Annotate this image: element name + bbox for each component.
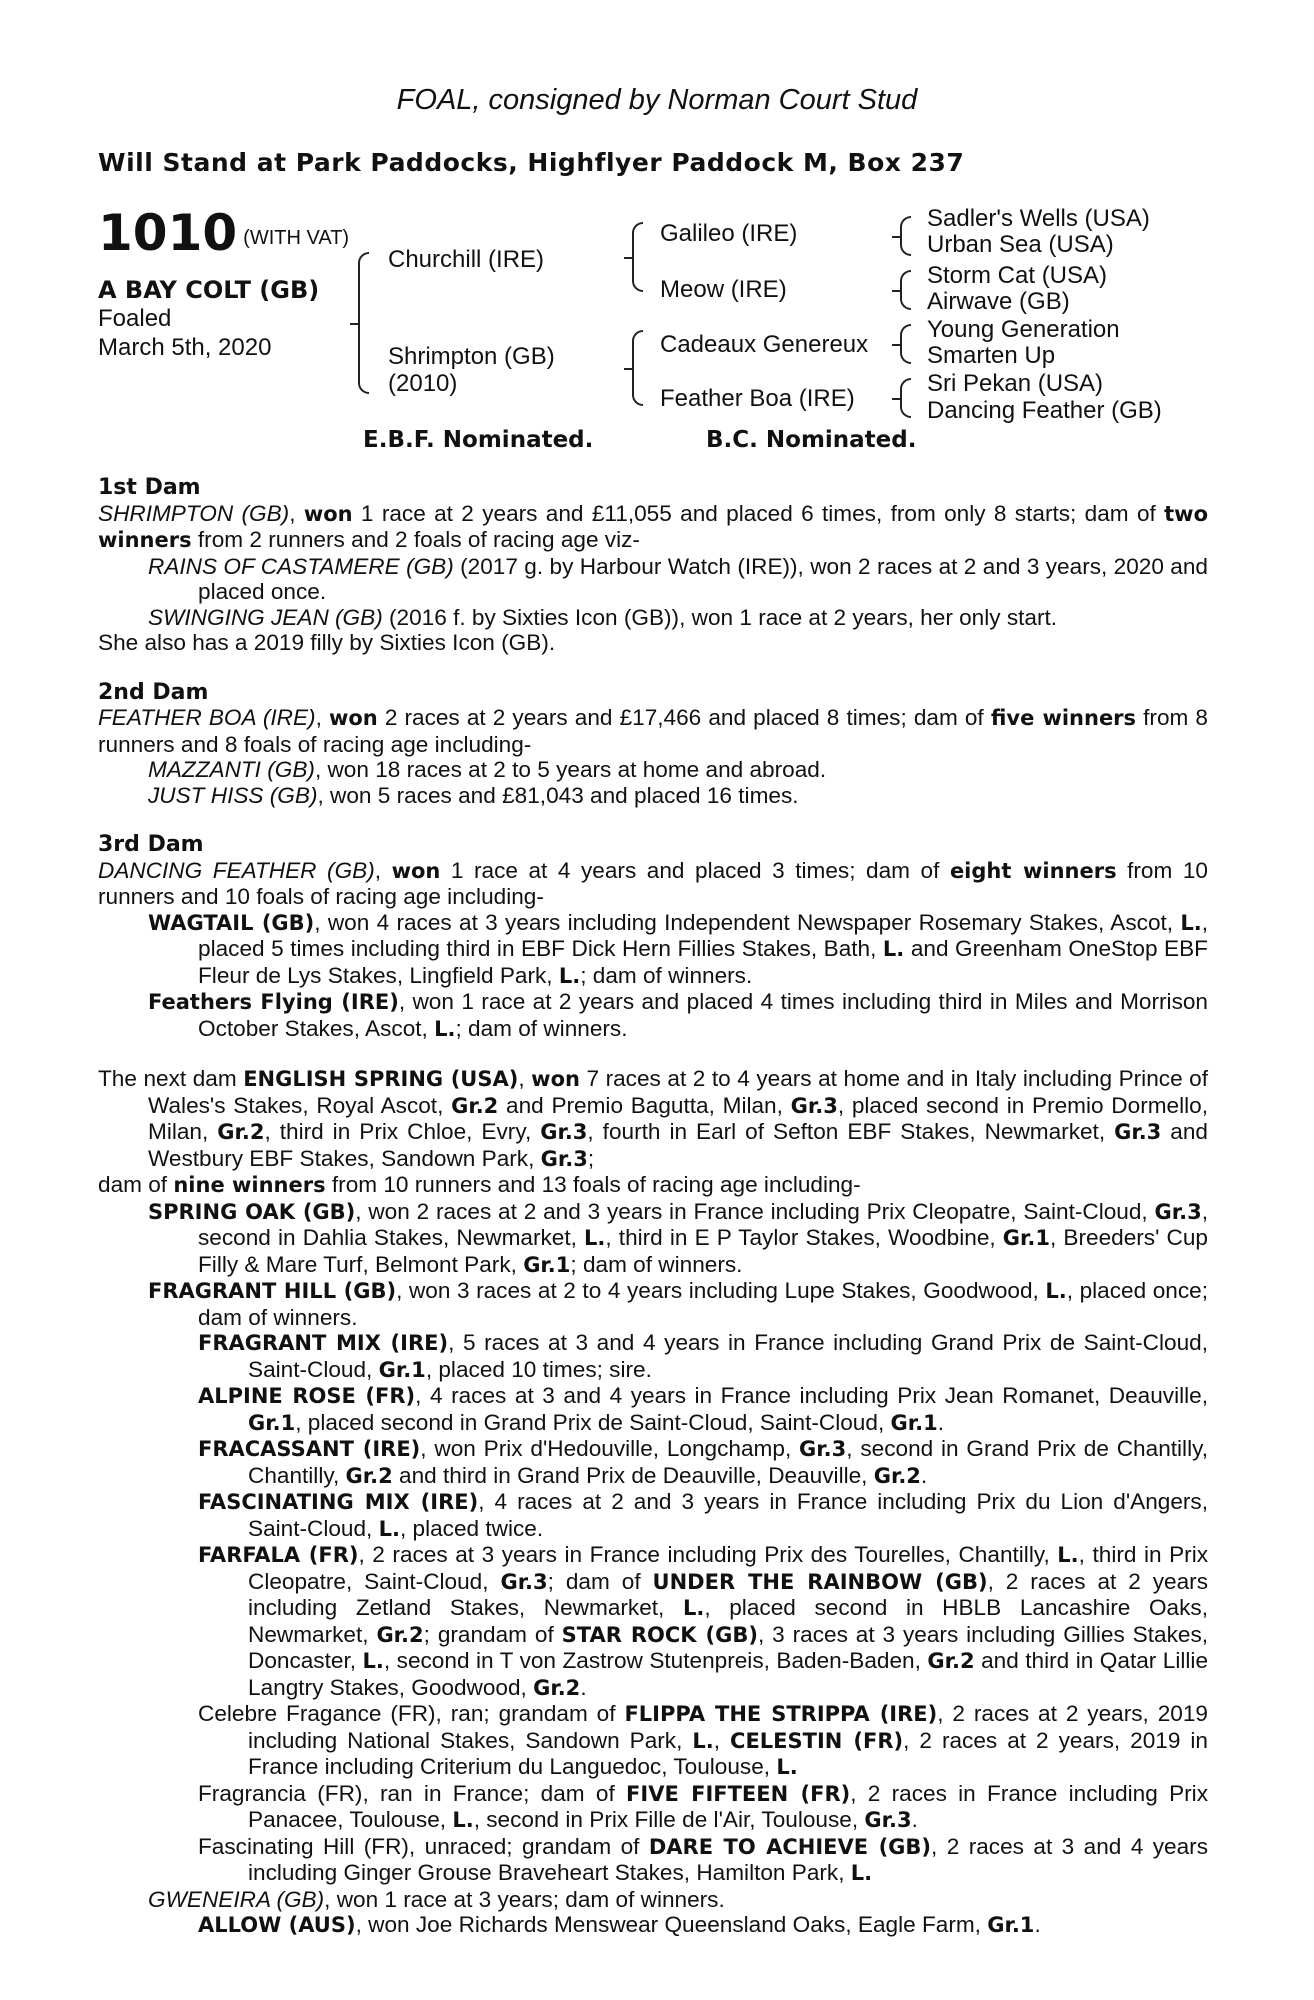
bc-nomination: B.C. Nominated.: [706, 427, 917, 453]
text-run: Gr.2: [451, 1093, 499, 1118]
text-run: , second in T von Zastrow Stutenpreis, Baden-Baden,: [383, 1648, 928, 1673]
next-dam-foal-2: [98, 1278, 1208, 1330]
text-run: SWINGING JEAN (GB): [148, 604, 383, 630]
text-run: L.: [434, 1016, 456, 1041]
text-run: 1 race at 2 years and £11,055 and placed 6 times, from only 8 starts; dam of: [352, 500, 1165, 526]
text-run: and third in Qatar Lillie Langtry Stakes, Goodwood,: [248, 1648, 1209, 1700]
second-dam-foal-1: [98, 757, 1208, 783]
text-run: L.: [452, 1808, 474, 1832]
consignor-line: FOAL, consigned by Norman Court Stud: [396, 84, 918, 116]
next-dam-foal-1: [98, 1199, 1208, 1279]
next-dam-foal-3: [98, 1887, 1208, 1913]
next-dam-grandfoal-1: [98, 1330, 1208, 1383]
text-run: Gr.3: [540, 1120, 588, 1144]
text-run: ,: [374, 857, 392, 883]
text-run: Gr.2: [376, 1622, 424, 1647]
pedigree-g7: Sri Pekan (USA): [927, 370, 1104, 397]
first-dam-title: 1st Dam: [98, 475, 201, 500]
text-run: Gr.3: [1154, 1199, 1202, 1224]
text-run: , won 4 races at 3 years including Independent Newspaper Rosemary Stakes, Ascot,: [314, 909, 1181, 935]
text-run: L.: [682, 1596, 705, 1620]
text-run: SHRIMPTON (GB): [98, 500, 290, 526]
text-run: L.: [850, 1861, 873, 1885]
text-run: FRAGRANT HILL (GB): [148, 1279, 397, 1303]
text-run: L.: [692, 1728, 714, 1753]
text-run: .: [1034, 1912, 1041, 1937]
text-run: ; dam of winners.: [570, 1251, 743, 1277]
vat-note: (WITH VAT): [243, 227, 350, 249]
text-run: DARE TO ACHIEVE (GB): [648, 1834, 932, 1859]
text-run: Gr.1: [987, 1913, 1035, 1937]
pedigree-dam-year: (2010): [388, 370, 458, 397]
text-run: , placed once; dam of winners.: [198, 1278, 1208, 1330]
second-dam-foal-2: [98, 783, 1208, 809]
next-dam-grandfoal-5: [98, 1542, 1208, 1701]
text-run: , won Joe Richards Menswear Queensland Oaks, Eagle Farm,: [355, 1912, 988, 1937]
pedigree-g4: Airwave (GB): [927, 288, 1070, 315]
pedigree-bracket-g4: [900, 378, 911, 418]
text-run: , second in Prix Fille de l'Air, Toulouse,: [473, 1807, 865, 1832]
text-run: Fragrancia (FR), ran in France; dam of: [198, 1780, 627, 1806]
text-run: ,: [713, 1727, 731, 1753]
third-dam-summary: [98, 858, 1208, 910]
text-run: Gr.3: [799, 1437, 847, 1461]
text-run: .: [937, 1409, 944, 1435]
pedigree-sire-dam: Meow (IRE): [660, 276, 787, 303]
text-run: , won 1 race at 2 years and placed 4 times including third in Miles and Morrison October Stakes, Ascot,: [198, 989, 1208, 1041]
text-run: ENGLISH SPRING (USA): [243, 1067, 519, 1091]
text-run: ; dam of: [547, 1568, 653, 1594]
text-run: Gr.3: [540, 1146, 588, 1171]
ebf-nomination: E.B.F. Nominated.: [363, 427, 594, 453]
text-run: UNDER THE RAINBOW (GB): [652, 1569, 988, 1594]
text-run: won: [391, 858, 441, 883]
text-run: 7 races at 2 to 4 years at home and in Italy including Prince of Wales's Stakes, Royal Ascot,: [148, 1066, 1209, 1118]
text-run: Gr.3: [500, 1569, 548, 1594]
text-run: Gr.1: [523, 1252, 571, 1277]
third-dam-foal-2: [98, 989, 1208, 1042]
text-run: , 2 races at 2 years including Zetland Stakes, Newmarket,: [248, 1568, 1208, 1620]
text-run: Gr.2: [345, 1463, 393, 1488]
text-run: , won 1 race at 3 years; dam of winners.: [324, 1886, 725, 1912]
text-run: FRACASSANT (IRE): [198, 1437, 421, 1461]
text-run: L.: [1057, 1543, 1079, 1567]
text-run: (2017 g. by Harbour Watch (IRE)), won 2 races at 2 and 3 years, 2020 and placed once.: [198, 553, 1208, 604]
pedigree-dam-dam: Feather Boa (IRE): [660, 385, 855, 412]
text-run: , 4 races at 2 and 3 years in France including Prix du Lion d'Angers, Saint-Cloud,: [248, 1489, 1209, 1541]
pedigree-bracket-parents: [358, 252, 369, 394]
first-dam-foal-1: [98, 554, 1208, 605]
text-run: GWENEIRA (GB): [148, 1886, 325, 1912]
text-run: FEATHER BOA (IRE): [98, 705, 316, 730]
text-run: , 2 races at 3 years in France including Prix des Tourelles, Chantilly,: [358, 1542, 1058, 1567]
text-run: Gr.3: [1114, 1120, 1162, 1144]
text-run: STAR ROCK (GB): [561, 1622, 758, 1647]
text-run: , third in Prix Chloe, Evry,: [264, 1119, 541, 1144]
pedigree-dam: Shrimpton (GB): [388, 343, 555, 370]
text-run: She also has a 2019 filly by Sixties Icon (GB).: [98, 630, 556, 655]
text-run: ; dam of winners.: [580, 962, 753, 988]
text-run: won: [531, 1067, 580, 1091]
lot-number: 1010: [98, 204, 238, 262]
first-dam-foal-2: [98, 605, 1208, 631]
text-run: L.: [1180, 910, 1202, 935]
pedigree-g2: Urban Sea (USA): [927, 231, 1114, 258]
text-run: , won 5 races and £81,043 and placed 16 times.: [317, 782, 799, 808]
text-run: , 3 races at 3 years including Gillies Stakes, Doncaster,: [248, 1621, 1209, 1673]
lot-title: A BAY COLT (GB): [98, 276, 320, 304]
text-run: from 10 runners and 13 foals of racing age including-: [325, 1172, 861, 1197]
text-run: , third in Prix Cleopatre, Saint-Cloud,: [248, 1542, 1209, 1594]
next-dam-grandfoal-2: [98, 1383, 1208, 1436]
lot-info: [98, 204, 350, 362]
next-dam-produce: [98, 1172, 1208, 1199]
next-dam-grandfoal-4: [98, 1489, 1208, 1542]
text-run: WAGTAIL (GB): [148, 910, 315, 935]
text-run: , placed second in HBLB Lancashire Oaks, Newmarket,: [248, 1595, 1208, 1647]
text-run: and Premio Bagutta, Milan,: [498, 1092, 791, 1118]
text-run: L.: [882, 937, 905, 961]
pedigree-bracket-g2: [900, 270, 911, 310]
text-run: , 2 races at 3 and 4 years including Ginger Grouse Braveheart Stakes, Hamilton Park,: [248, 1833, 1209, 1885]
text-run: , won 3 races at 2 to 4 years including Lupe Stakes, Goodwood,: [396, 1278, 1046, 1303]
text-run: RAINS OF CASTAMERE (GB): [148, 553, 454, 579]
text-run: ; dam of winners.: [455, 1015, 628, 1041]
first-dam-summary: [98, 501, 1208, 554]
text-run: , placed second in Premio Dormello, Milan,: [148, 1092, 1208, 1144]
text-run: from 8 runners and 8 foals of racing age including-: [98, 705, 1208, 757]
text-run: Gr.3: [864, 1808, 912, 1832]
third-dam-foal-1: [98, 910, 1208, 990]
pedigree-g6: Smarten Up: [927, 342, 1056, 369]
text-run: L.: [776, 1755, 798, 1779]
text-run: Gr.3: [790, 1093, 838, 1118]
text-run: L.: [584, 1226, 606, 1250]
text-run: five winners: [990, 706, 1137, 730]
foaled-label: Foaled: [98, 305, 172, 332]
text-run: , won 18 races at 2 to 5 years at home and abroad.: [314, 757, 827, 782]
second-dam-title: 2nd Dam: [98, 679, 209, 705]
text-run: , second in Grand Prix de Chantilly, Chantilly,: [248, 1436, 1208, 1488]
text-run: L.: [1045, 1279, 1067, 1303]
pedigree-sire-sire: Galileo (IRE): [660, 220, 798, 247]
text-run: and Greenham OneStop EBF Fleur de Lys Stakes, Lingfield Park,: [198, 936, 1208, 988]
text-run: , second in Dahlia Stakes, Newmarket,: [198, 1198, 1208, 1250]
text-run: CELESTIN (FR): [730, 1728, 904, 1753]
text-run: , 2 races at 2 years, 2019 in France including Criterium du Languedoc, Toulouse,: [248, 1727, 1208, 1779]
text-run: , 2 races at 2 years, 2019 including National Stakes, Sandown Park,: [248, 1701, 1208, 1753]
produce-record: [98, 475, 1208, 1939]
text-run: , fourth in Earl of Sefton EBF Stakes, Newmarket,: [587, 1119, 1115, 1144]
text-run: ,: [289, 500, 304, 526]
text-run: Celebre Fragance (FR), ran; grandam of: [198, 1701, 625, 1726]
text-run: , placed 10 times; sire.: [425, 1356, 652, 1382]
text-run: ,: [315, 705, 329, 730]
text-run: FLIPPA THE STRIPPA (IRE): [624, 1702, 938, 1726]
text-run: , 2 races in France including Prix Panacee, Toulouse,: [248, 1780, 1208, 1832]
text-run: FARFALA (FR): [198, 1543, 359, 1567]
pedigree-dam-sire: Cadeaux Genereux: [660, 331, 869, 358]
text-run: 1 race at 4 years and placed 3 times; dam of: [440, 857, 950, 883]
next-dam-grandfoal-7: [98, 1781, 1208, 1834]
text-run: L.: [362, 1649, 384, 1673]
next-dam-summary: [98, 1066, 1208, 1172]
pedigree-bracket-sire-parents: [632, 222, 643, 292]
next-dam-grandfoal-8: [98, 1834, 1208, 1887]
text-run: Gr.2: [873, 1463, 921, 1488]
text-run: Gr.1: [248, 1410, 296, 1435]
text-run: L.: [378, 1516, 400, 1541]
text-run: two winners: [98, 501, 1209, 552]
text-run: eight winners: [949, 858, 1117, 883]
text-run: ALPINE ROSE (FR): [198, 1384, 416, 1408]
text-run: The next dam: [98, 1066, 244, 1091]
text-run: dam of: [98, 1172, 174, 1197]
text-run: nine winners: [173, 1173, 326, 1197]
pedigree-bracket-dam-parents: [632, 330, 643, 406]
stand-location: Will Stand at Park Paddocks, Highflyer Paddock M, Box 237: [98, 148, 965, 177]
text-run: from 2 runners and 2 foals of racing age viz-: [191, 527, 640, 552]
pedigree-bracket-g3: [900, 324, 911, 364]
text-run: , 4 races at 3 and 4 years in France including Prix Jean Romanet, Deauville,: [415, 1383, 1208, 1408]
text-run: won: [303, 501, 353, 526]
text-run: (2016 f. by Sixties Icon (GB)), won 1 race at 2 years, her only start.: [382, 604, 1058, 630]
third-dam-title: 3rd Dam: [98, 832, 204, 857]
text-run: Gr.2: [533, 1675, 581, 1700]
text-run: , placed 5 times including third in EBF Dick Hern Fillies Stakes, Bath,: [198, 909, 1209, 961]
text-run: L.: [558, 963, 581, 988]
text-run: , third in E P Taylor Stakes, Woodbine,: [605, 1225, 1003, 1250]
text-run: .: [920, 1462, 928, 1488]
text-run: Gr.1: [378, 1357, 426, 1382]
text-run: Feathers Flying (IRE): [148, 990, 399, 1014]
pedigree-g3: Storm Cat (USA): [927, 262, 1108, 289]
pedigree-g8: Dancing Feather (GB): [927, 397, 1162, 424]
text-run: won: [328, 706, 378, 730]
text-run: Gr.1: [1002, 1226, 1050, 1250]
next-dam-grandfoal-9: [98, 1912, 1208, 1939]
text-run: 2 races at 2 years and £17,466 and placed 8 times; dam of: [377, 705, 991, 730]
text-run: FIVE FIFTEEN (FR): [626, 1781, 851, 1806]
next-dam-grandfoal-3: [98, 1436, 1208, 1489]
text-run: , won Prix d'Hedouville, Longchamp,: [420, 1436, 800, 1461]
text-run: , Breeders' Cup Filly & Mare Turf, Belmont Park,: [198, 1225, 1208, 1277]
text-run: ,: [518, 1066, 532, 1091]
text-run: FRAGRANT MIX (IRE): [198, 1331, 449, 1355]
second-dam-summary: [98, 705, 1208, 757]
text-run: DANCING FEATHER (GB): [98, 857, 375, 883]
text-run: .: [911, 1807, 918, 1832]
text-run: ALLOW (AUS): [198, 1913, 356, 1937]
pedigree-g5: Young Generation: [927, 316, 1120, 343]
foaled-date: March 5th, 2020: [98, 334, 272, 361]
text-run: JUST HISS (GB): [148, 782, 318, 808]
text-run: Gr.2: [217, 1120, 265, 1144]
pedigree-g1: Sadler's Wells (USA): [927, 205, 1150, 232]
pedigree-bracket-g1: [900, 216, 911, 256]
text-run: .: [580, 1674, 587, 1700]
text-run: and third in Grand Prix de Deauville, Deauville,: [392, 1462, 874, 1488]
text-run: and Westbury EBF Stakes, Sandown Park,: [148, 1119, 1208, 1171]
text-run: Gr.2: [927, 1649, 975, 1673]
text-run: from 10 runners and 10 foals of racing age including-: [98, 857, 1208, 909]
next-dam-grandfoal-6: [98, 1701, 1208, 1781]
text-run: Fascinating Hill (FR), unraced; grandam of: [198, 1833, 649, 1859]
text-run: , placed second in Grand Prix de Saint-Cloud, Saint-Cloud,: [295, 1409, 891, 1435]
text-run: Gr.1: [890, 1410, 938, 1435]
text-run: ; grandam of: [423, 1621, 562, 1647]
first-dam-foal-3: [98, 630, 1208, 656]
text-run: FASCINATING MIX (IRE): [198, 1490, 479, 1514]
text-run: , placed twice.: [399, 1515, 544, 1541]
pedigree-sire: Churchill (IRE): [388, 246, 545, 273]
text-run: , 5 races at 3 and 4 years in France including Grand Prix de Saint-Cloud, Saint-Cloud,: [248, 1330, 1208, 1382]
text-run: SPRING OAK (GB): [148, 1199, 356, 1224]
text-run: MAZZANTI (GB): [148, 757, 315, 782]
text-run: , won 2 races at 2 and 3 years in France including Prix Cleopatre, Saint-Cloud,: [355, 1198, 1155, 1224]
text-run: ;: [587, 1145, 595, 1171]
